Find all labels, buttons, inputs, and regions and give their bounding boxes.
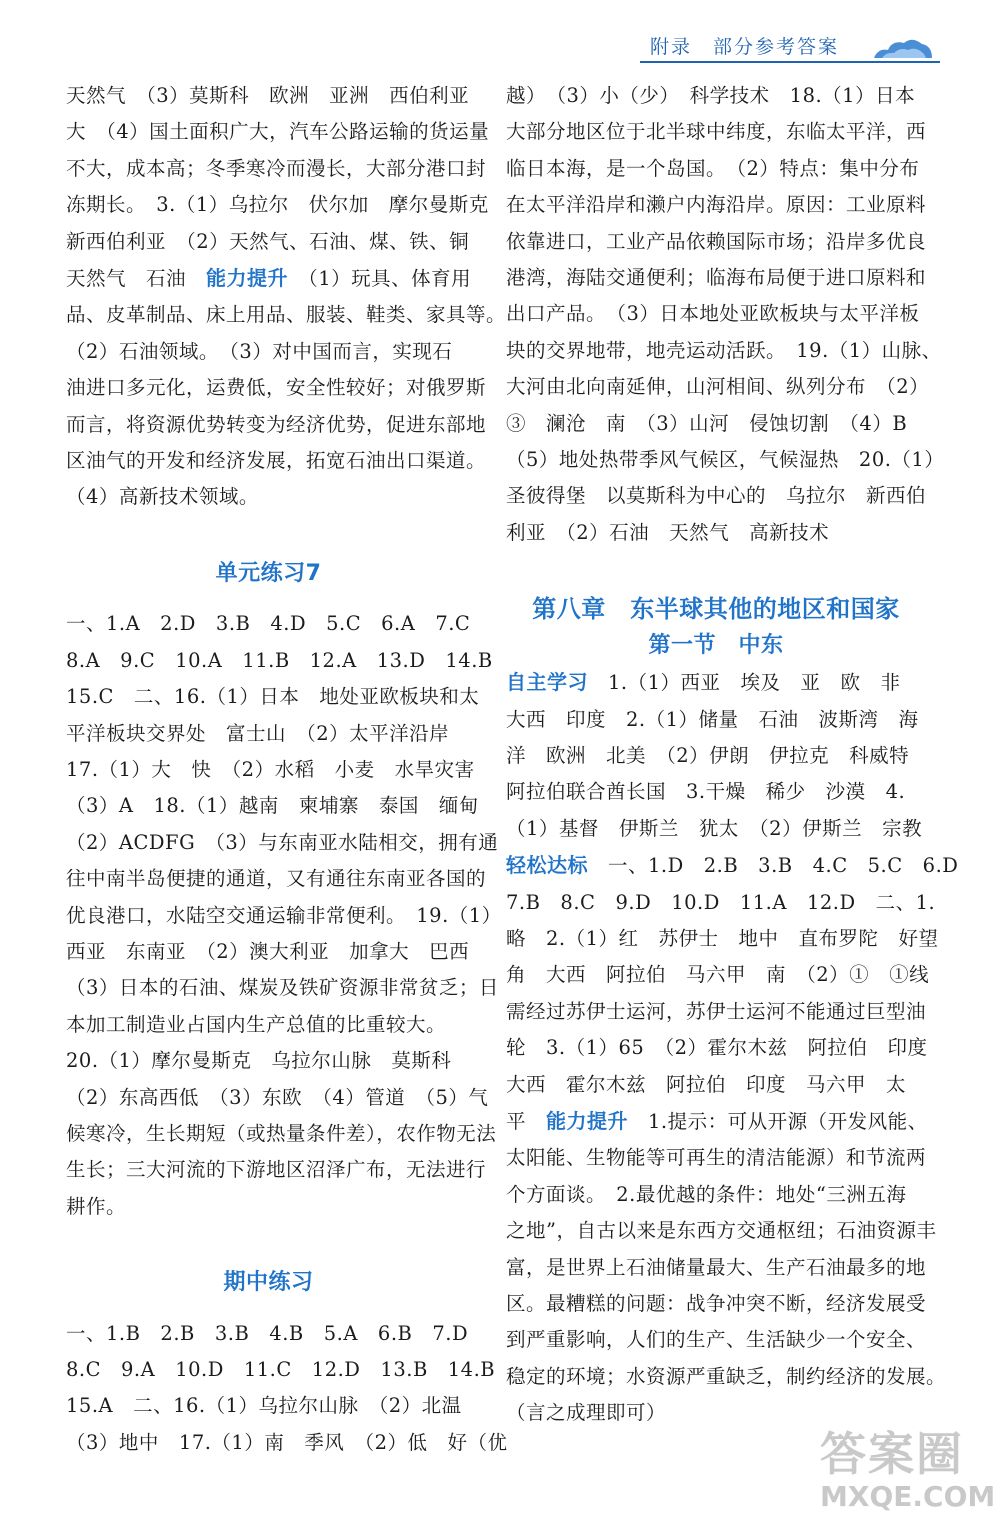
easy-goal-block: [506, 847, 959, 1103]
text-line: 冻期长。 3.（1）乌拉尔 伏尔加 摩尔曼斯克: [66, 193, 489, 217]
section-title-midterm: 期中练习: [223, 1270, 314, 1296]
text-line: 不大，成本高；冬季寒冷而漫长，大部分港口封: [66, 156, 487, 180]
easy-goal-heading: 轻松达标: [506, 853, 588, 878]
text-line: 8.A 9.C 10.A 11.B 12.A 13.D 14.B: [66, 648, 493, 672]
text-line: 到严重影响，人们的生产、生活缺少一个安全、: [506, 1328, 927, 1352]
watermark-logo: 答案圈: [820, 1427, 964, 1481]
page-header: [640, 30, 940, 64]
left-column: [66, 78, 508, 1461]
text-line: （2）石油领域。 （3）对中国而言，实现石: [66, 339, 453, 363]
text-line: [506, 847, 959, 884]
text-line: （3）日本的石油、煤炭及铁矿资源非常贫乏；日: [66, 976, 499, 1000]
text-line: 利亚 （2）石油 天然气 高新技术: [506, 520, 830, 544]
text-line: 一、1.A 2.D 3.B 4.D 5.C 6.A 7.C: [66, 612, 471, 636]
text-line: （言之成理即可）: [506, 1401, 667, 1425]
cloud-icon: [872, 34, 934, 60]
text-fragment: 天然气 石油: [66, 267, 207, 291]
text-line: 平洋板块交界处 富士山 （2）太平洋沿岸: [66, 721, 450, 745]
text-line: 品、皮革制品、床上用品、服装、鞋类、家具等。: [66, 303, 507, 327]
text-line: 15.A 二、16.（1）乌拉尔山脉 （2）北温: [66, 1394, 462, 1418]
text-line: [506, 1103, 926, 1140]
text-line: 太阳能、生物能等可再生的清洁能源）和节流两: [506, 1146, 927, 1170]
text-line: 生长；三大河流的下游地区沼泽广布，无法进行: [66, 1158, 487, 1182]
text-line: 8.C 9.A 10.D 11.C 12.D 13.B 14.B: [66, 1358, 496, 1381]
text-line: [506, 664, 926, 701]
text-fragment: （1）玩具、体育用: [288, 267, 472, 291]
text-line: 大河由北向南延伸，山河相间、纵列分布 （2）: [506, 375, 930, 399]
text-line: ③ 澜沧 南 （3）山河 侵蚀切割 （4）B: [506, 411, 908, 435]
text-line: 越） （3）小（少） 科学技术 18.（1）日本: [506, 84, 916, 107]
ability-heading: 能力提升: [206, 266, 289, 291]
text-line: 出口产品。 （3）日本地处亚欧板块与太平洋板: [506, 302, 920, 326]
text-line: 优良港口，水陆空交通运输非常便利。 19.（1）: [66, 903, 502, 927]
text-line: 油进口多元化，运费低，安全性较好；对俄罗斯: [66, 376, 487, 400]
text-line: 港湾，海陆交通便利；临海布局便于进口原料和: [506, 266, 927, 290]
text-line: 之地”，自古以来是东西方交通枢纽；石油资源丰: [506, 1219, 937, 1243]
text-line: 依靠进口，工业产品依赖国际市场；沿岸多优良: [506, 229, 927, 253]
text-line: 而言，将资源优势转变为经济优势，促进东部地: [66, 412, 487, 436]
watermark-url: MXQE.COM: [820, 1480, 996, 1513]
text-line: 个方面谈。 2.最优越的条件：地处“三洲五海: [506, 1182, 907, 1206]
unit7-answers: [66, 606, 502, 1225]
right-column: [506, 78, 959, 1432]
header-rule: [640, 61, 940, 63]
text-line: （4）高新技术领域。: [66, 485, 259, 509]
text-line: 耕作。: [66, 1194, 127, 1218]
text-line: 新西伯利亚 （2）天然气、石油、煤、铁、铜: [66, 229, 470, 253]
text-line: 西亚 东南亚 （2）澳大利亚 加拿大 巴西: [66, 939, 470, 963]
text-line: 本加工制造业占国内生产总值的比重较大。: [66, 1012, 447, 1036]
text-line: 角 大西 阿拉伯 马六甲 南 （2）① ①线: [506, 963, 930, 987]
section-title-unit7: 单元练习7: [215, 560, 322, 586]
text-line: （2）ACDFG （3）与东南亚水陆相交，拥有通: [66, 830, 499, 854]
ability-block: [506, 1103, 947, 1432]
text-fragment: 1.（1）西亚 埃及 亚 欧 非: [588, 671, 901, 695]
section-title: 第一节 中东: [648, 632, 784, 658]
text-line: 洋 欧洲 北美 （2）伊朗 伊拉克 科威特: [506, 743, 910, 767]
text-line: 稳定的环境；水资源严重缺乏，制约经济的发展。: [506, 1364, 947, 1388]
text-line: 天然气 （3）莫斯科 欧洲 亚洲 西伯利亚: [66, 84, 470, 107]
text-line: 大部分地区位于北半球中纬度，东临太平洋，西: [506, 120, 927, 144]
text-line: 在太平洋沿岸和濑户内海沿岸。原因：工业原料: [506, 193, 927, 217]
text-line: 圣彼得堡 以莫斯科为中心的 乌拉尔 新西伯: [506, 484, 927, 508]
self-study-block: [506, 664, 926, 847]
header-text: 附录 部分参考答案: [650, 36, 840, 58]
text-line: （3）地中 17.（1）南 季风 （2）低 好（优: [66, 1430, 508, 1454]
text-line: 略 2.（1）红 苏伊士 地中 直布罗陀 好望: [506, 926, 939, 950]
text-line: 富，是世界上石油储量最大、生产石油最多的地: [506, 1255, 927, 1279]
text-line: 往中南半岛便捷的通道，又有通往东南亚各国的: [66, 867, 487, 891]
text-line: 7.B 8.C 9.D 10.D 11.A 12.D 二、1.: [506, 890, 936, 914]
self-study-heading: 自主学习: [506, 670, 588, 695]
text-line: 块的交界地带，地壳运动活跃。 19.（1）山脉、: [506, 338, 942, 362]
right-intro-block: [506, 78, 945, 551]
text-line: （5）地处热带季风气候区，气候湿热 20.（1）: [506, 448, 945, 472]
text-line: 20.（1）摩尔曼斯克 乌拉尔山脉 莫斯科: [66, 1049, 452, 1073]
text-line: 一、1.B 2.B 3.B 4.B 5.A 6.B 7.D: [66, 1321, 469, 1345]
text-line: 大 （4）国土面积广大，汽车公路运输的货运量: [66, 120, 490, 144]
text-line: （2）东高西低 （3）东欧 （4）管道 （5）气: [66, 1085, 489, 1109]
watermark: [820, 1418, 996, 1513]
text-line: 区。最糟糕的问题：战争冲突不断，经济发展受: [506, 1292, 927, 1315]
text-fragment: 平: [506, 1109, 547, 1133]
text-fragment: 1.提示：可从开源（开发风能、: [628, 1109, 928, 1133]
midterm-answers: [66, 1316, 508, 1462]
text-line: 15.C 二、16.（1）日本 地处亚欧板块和太: [66, 685, 480, 709]
text-line: 临日本海，是一个岛国。 （2）特点：集中分布: [506, 156, 920, 180]
text-line: （3）A 18.（1）越南 柬埔寨 泰国 缅甸: [66, 794, 479, 818]
text-line: 大西 霍尔木兹 阿拉伯 印度 马六甲 太: [506, 1072, 907, 1096]
text-line: [66, 260, 471, 297]
text-line: 需经过苏伊士运河，苏伊士运河不能通过巨型油: [506, 999, 927, 1023]
text-line: 阿拉伯联合酋长国 3.干燥 稀少 沙漠 4.: [506, 780, 906, 804]
chapter-title: 第八章 东半球其他的地区和国家: [532, 595, 900, 624]
left-intro-block: [66, 78, 507, 516]
ability-heading: 能力提升: [546, 1108, 629, 1133]
text-line: 17.（1）大 快 （2）水稻 小麦 水旱灾害: [66, 757, 475, 781]
text-line: 候寒冷，生长期短（或热量条件差），农作物无法: [66, 1121, 497, 1145]
text-line: 大西 印度 2.（1）储量 石油 波斯湾 海: [506, 707, 919, 731]
text-fragment: 一、1.D 2.B 3.B 4.C 5.C 6.D: [588, 854, 959, 878]
text-line: 区油气的开发和经济发展，拓宽石油出口渠道。: [66, 449, 487, 473]
text-line: （1）基督 伊斯兰 犹太 （2）伊斯兰 宗教: [506, 816, 923, 840]
text-line: 轮 3.（1）65 （2）霍尔木兹 阿拉伯 印度: [506, 1036, 928, 1060]
